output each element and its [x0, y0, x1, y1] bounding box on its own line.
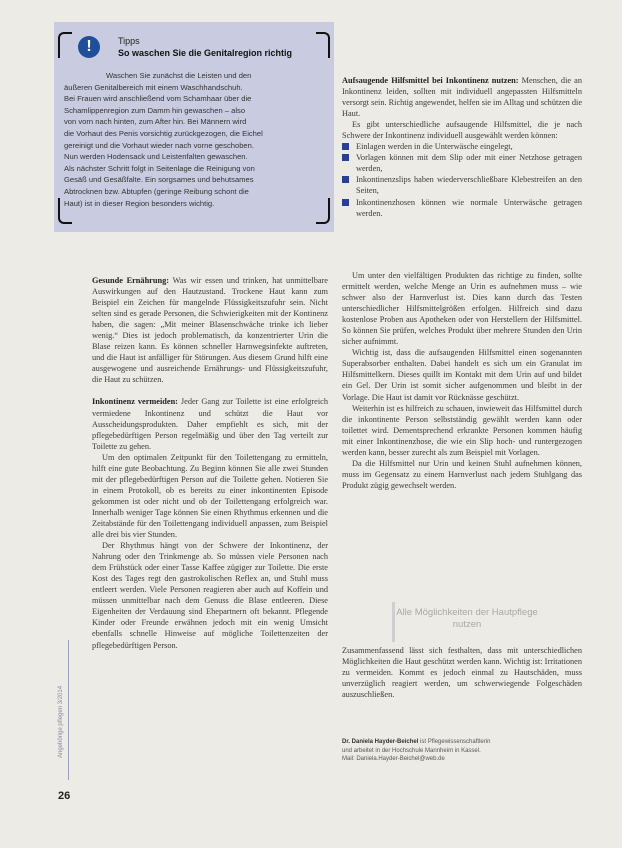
paragraph: Da die Hilfsmittel nur Urin und keinen Stuhl aufnehmen können, muss im Gegensatz zu einem Harnverlust nach jedem Stuhlgang das Produkt zügig gewechselt werden.	[342, 458, 582, 490]
paragraph: Wichtig ist, dass die aufsaugenden Hilfsmittel einen sogenannten Superabsorber enthalten. Dabei handelt es sich um ein Granulat im Hilfsmittelkern. Dieses quillt im Kontakt mit dem Urin auf und bildet ein Gel. Der Urin ist somit sicher aufgenommen und bleibt in der Vorlage. Die Haut ist damit vor Rücknässe geschützt.	[342, 348, 582, 402]
tip-bracket-top-left	[58, 32, 72, 58]
list-item: Inkontinenzhosen können wie normale Unterwäsche getragen werden.	[342, 197, 582, 219]
tip-line: Schamlippenregion zum Damm hin gewaschen – also	[64, 105, 246, 115]
aids-list	[342, 141, 582, 218]
tip-label: Tipps	[118, 36, 140, 46]
bullet-square-icon	[342, 176, 349, 183]
tip-line: die Vorhaut des Penis vorsichtig zurückgezogen, die Eichel	[64, 128, 263, 138]
author-email: Mail: Daniela.Hayder-Beichel@web.de	[342, 756, 445, 762]
list-item: Einlagen werden in die Unterwäsche eingelegt,	[342, 141, 582, 152]
tip-line: Waschen Sie zunächst die Leisten und den	[106, 71, 252, 80]
right-column-top	[342, 75, 582, 219]
tip-line: Haut) ist in dieser Region besonders wichtig.	[64, 198, 215, 208]
tip-line: von vorn nach hinten, zum After hin. Bei Männern wird	[64, 117, 247, 127]
tip-line: gereinigt und die Vorhaut wieder nach vorne geschoben.	[64, 140, 254, 150]
section-heading-avoid-incontinence: Inkontinenz vermeiden:	[92, 397, 178, 407]
paragraph: Um den optimalen Zeitpunkt für den Toilettengang zu ermitteln, hilft eine gute Beobachtung. Zu Beginn können Sie alle zwei Stunden mit der pflegebedürftigen Person auf die Toilette gehen. Notieren Sie in einem Protokoll, ob es bereits zu einer inkontinenten Episode gekommen ist oder nicht und ob der Toilettengang erfolgreich war. Innerhalb weniger Tage können Sie einen Rhythmus erkennen und die Zeitabstände für den Toilettengang individuell anpassen, zum Beispiel alle drei bis vier Stunden.	[92, 452, 328, 540]
tip-line: äußeren Genitalbereich mit einem Waschhandschuh.	[64, 82, 243, 92]
section-heading-aids: Aufsaugende Hilfsmittel bei Inkontinenz nutzen:	[342, 76, 519, 85]
paragraph: Menschen, die an Inkontinenz leiden, sollten mit individuell angepassten Hilfsmitteln versorgt sein. Richtig angewendet, helfen sie im Alltag und schützen die Haut.	[342, 76, 582, 119]
tip-line: Gesäß und Gesäßfalte. Ein sorgsames und behutsames	[64, 175, 254, 185]
paragraph: Zusammenfassend lässt sich festhalten, dass mit unterschiedlichen Möglichkeiten die Haut geschützt werden kann. Wichtig ist: Irritationen zu vermeiden. Kommt es jedoch einmal zu Hautschäden, muss unverzüglich reagiert werden, um schwerwiegende Folgeschäden auszuschließen.	[342, 646, 582, 700]
left-column	[92, 275, 328, 651]
paragraph: Weiterhin ist es hilfreich zu schauen, inwieweit das Hilfsmittel durch die inkontinente Person selbstständig gewählt werden kann oder toilettet wird. Dementsprechend erkrankte Personen kommen häufig mit einer Inkontinenzhose, die wie ein Slip hoch- und runtergezogen werden kann, besser zurecht als zum Beispiel mit Vorlagen.	[342, 403, 582, 457]
tip-line: Abtrocknen bzw. Abtupfen (geringe Reibung schont die	[64, 186, 249, 196]
paragraph: Es gibt unterschiedliche aufsaugende Hilfsmittel, die je nach Schwere der Inkontinenz individuell ausgewählt werden können:	[342, 120, 582, 141]
tip-line: Nun werden Hodensack und Leistenfalten gewaschen.	[64, 152, 248, 162]
tip-body	[64, 70, 320, 209]
author-role: ist Pflegewissenschaftlerin	[418, 739, 491, 745]
author-affiliation: und arbeitet in der Hochschule Mannheim in Kassel.	[342, 747, 481, 754]
tip-bracket-top-right	[316, 32, 330, 58]
subheading: Alle Möglichkeiten der Hautpflege nutzen	[396, 607, 538, 630]
paragraph: Der Rhythmus hängt von der Schwere der Inkontinenz, der Nahrung oder den Trinkmenge ab. So müssen viele Personen nach dem Frühstück oder einer Tasse Kaffee zügiger zur Toilette. Die erste Kost des Tages regt den gastrokolischen Reflex an, und Stuhl muss entleert werden. Viele Personen reagieren aber auch auf Koffein und müssen unmittelbar nach dem Genuss die Blase entleeren. Diese Eigenheiten der Verdauung sind Ehepartnern oft bekannt. Pflegende Kinder oder Freunde erwähnen jedoch mit ein wenig Umsicht ebenfalls schnelle Hinweise auf mögliche Toilettenzeiten der pflegebedürftigen Person.	[92, 541, 328, 650]
tip-line: Bei Frauen wird anschließend vom Schamhaar über die	[64, 94, 252, 104]
list-item: Inkontinenzslips haben wiederverschließbare Klebestreifen an den Seiten,	[342, 174, 582, 196]
bullet-square-icon	[342, 199, 349, 206]
right-column-middle	[342, 270, 582, 491]
paragraph: Um unter den vielfältigen Produkten das richtige zu finden, sollte ermittelt werden, welche Menge an Urin es aufnehmen muss – wie schwer also der Harnverlust ist. Dies kann durch das Testen unterschiedlicher Hilfsmittelgrößen erfolgen. Hilfreich sind dazu kostenlose Proben aus Apotheken oder von Herstellern der Hilfsmittel. So können Sie prüfen, welches Produkt über mehrere Stunden den Urin sicher aufnimmt.	[342, 271, 582, 347]
list-item: Vorlagen können mit dem Slip oder mit einer Netzhose getragen werden,	[342, 152, 582, 174]
bullet-square-icon	[342, 143, 349, 150]
magazine-issue: Angehörige pflegen 3/2014	[58, 685, 64, 758]
page-number: 26	[58, 790, 71, 802]
exclamation-icon: !	[78, 36, 100, 58]
running-footer	[54, 640, 68, 770]
paragraph: Jeder Gang zur Toilette ist eine erfolgreich vermiedene Inkontinenz und schützt die Haut vor Ausscheidungsprodukten. Daher empfiehlt es sich, mit der pflegebedürftigen Person regelmäßig und über den Tag verteilt zur Toilette zu gehen.	[92, 397, 328, 451]
bullet-square-icon	[342, 154, 349, 161]
author-note	[342, 738, 582, 764]
tip-line: Als nächster Schritt folgt in Seitenlage die Reinigung von	[64, 163, 255, 173]
paragraph: Was wir essen und trinken, hat unmittelbare Auswirkungen auf den Hautzustand. Trockene Haut kann zum Beispiel ein Zeichen für mangelnde Flüssigkeitszufuhr sein. Nicht selten sind es gerade Personen, die Schwierigkeiten mit der Kontinenz haben, die sagen: „Mit meiner Blasenschwäche trinke ich lieber wenig.“ Dies ist jedoch problematisch, da konzentrierter Urin die Blase reizen kann. Es können schneller Harnwegsinfekte auftreten, und die Haut ist anfälliger für Störungen. Aus diesem Grund hilft eine ausgewogene und ausreichende Ernährungs- und Flüssigkeitszufuhr, die Haut zu schützen.	[92, 276, 328, 385]
right-column-bottom	[342, 645, 582, 700]
author-name: Dr. Daniela Hayder-Beichel	[342, 739, 419, 745]
section-heading-nutrition: Gesunde Ernährung:	[92, 276, 170, 285]
tip-title: So waschen Sie die Genitalregion richtig	[118, 48, 293, 58]
margin-rule	[68, 640, 69, 780]
